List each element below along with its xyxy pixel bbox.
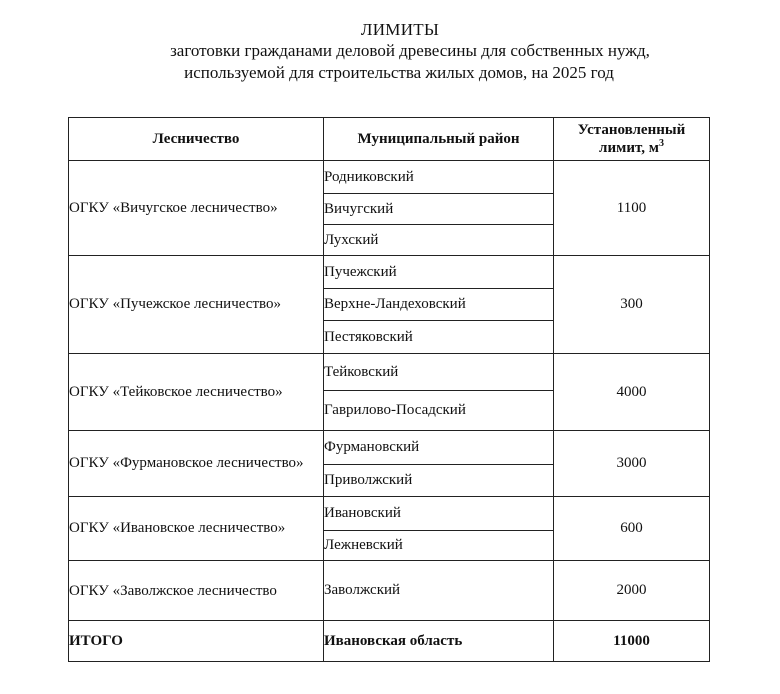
district-cell: Родниковский <box>324 161 554 194</box>
district-cell: Пестяковский <box>324 321 554 354</box>
district-cell: Вичугский <box>324 194 554 225</box>
document-subtitle-line-1: заготовки гражданами деловой древесины для собственных нужд, <box>170 41 650 60</box>
limit-cell: 1100 <box>554 161 710 256</box>
district-cell: Лежневский <box>324 531 554 561</box>
limits-table <box>68 117 710 662</box>
limit-cell: 600 <box>554 497 710 561</box>
header-limit-text: Установленный лимит, м <box>577 122 686 156</box>
district-cell: Лухский <box>324 225 554 256</box>
forestry-cell: ОГКУ «Вичугское лесничество» <box>69 161 324 256</box>
header-limit-unit-power: 3 <box>658 138 664 149</box>
total-limit-cell: 11000 <box>554 621 710 662</box>
total-row <box>69 621 710 662</box>
forestry-cell: ОГКУ «Ивановское лесничество» <box>69 497 324 561</box>
table-row <box>69 497 710 531</box>
limit-cell: 300 <box>554 256 710 354</box>
table-row <box>69 161 710 194</box>
table-row <box>69 431 710 465</box>
document-subtitle-line-2: используемой для строительства жилых домов, на 2025 год <box>184 63 614 82</box>
district-cell: Гаврилово-Посадский <box>324 391 554 431</box>
district-cell: Приволжский <box>324 465 554 497</box>
district-cell: Пучежский <box>324 256 554 289</box>
table-body <box>69 161 710 662</box>
header-limit <box>554 118 710 161</box>
header-district: Муниципальный район <box>324 118 554 161</box>
district-cell: Ивановский <box>324 497 554 531</box>
table-row <box>69 561 710 621</box>
table-row <box>69 354 710 391</box>
table-row <box>69 256 710 289</box>
district-cell: Фурмановский <box>324 431 554 465</box>
table-header-row <box>69 118 710 161</box>
forestry-cell: ОГКУ «Пучежское лесничество» <box>69 256 324 354</box>
district-cell: Заволжский <box>324 561 554 621</box>
limit-cell: 3000 <box>554 431 710 497</box>
total-label-cell: ИТОГО <box>69 621 324 662</box>
limit-cell: 4000 <box>554 354 710 431</box>
header-forestry: Лесничество <box>69 118 324 161</box>
forestry-cell: ОГКУ «Тейковское лесничество» <box>69 354 324 431</box>
document-title: ЛИМИТЫ <box>360 20 440 39</box>
district-cell: Верхне-Ландеховский <box>324 289 554 321</box>
district-cell: Тейковский <box>324 354 554 391</box>
forestry-cell: ОГКУ «Фурмановское лесничество» <box>69 431 324 497</box>
total-district-cell: Ивановская область <box>324 621 554 662</box>
document-header <box>0 20 780 84</box>
limit-cell: 2000 <box>554 561 710 621</box>
forestry-cell: ОГКУ «Заволжское лесничество <box>69 561 324 621</box>
